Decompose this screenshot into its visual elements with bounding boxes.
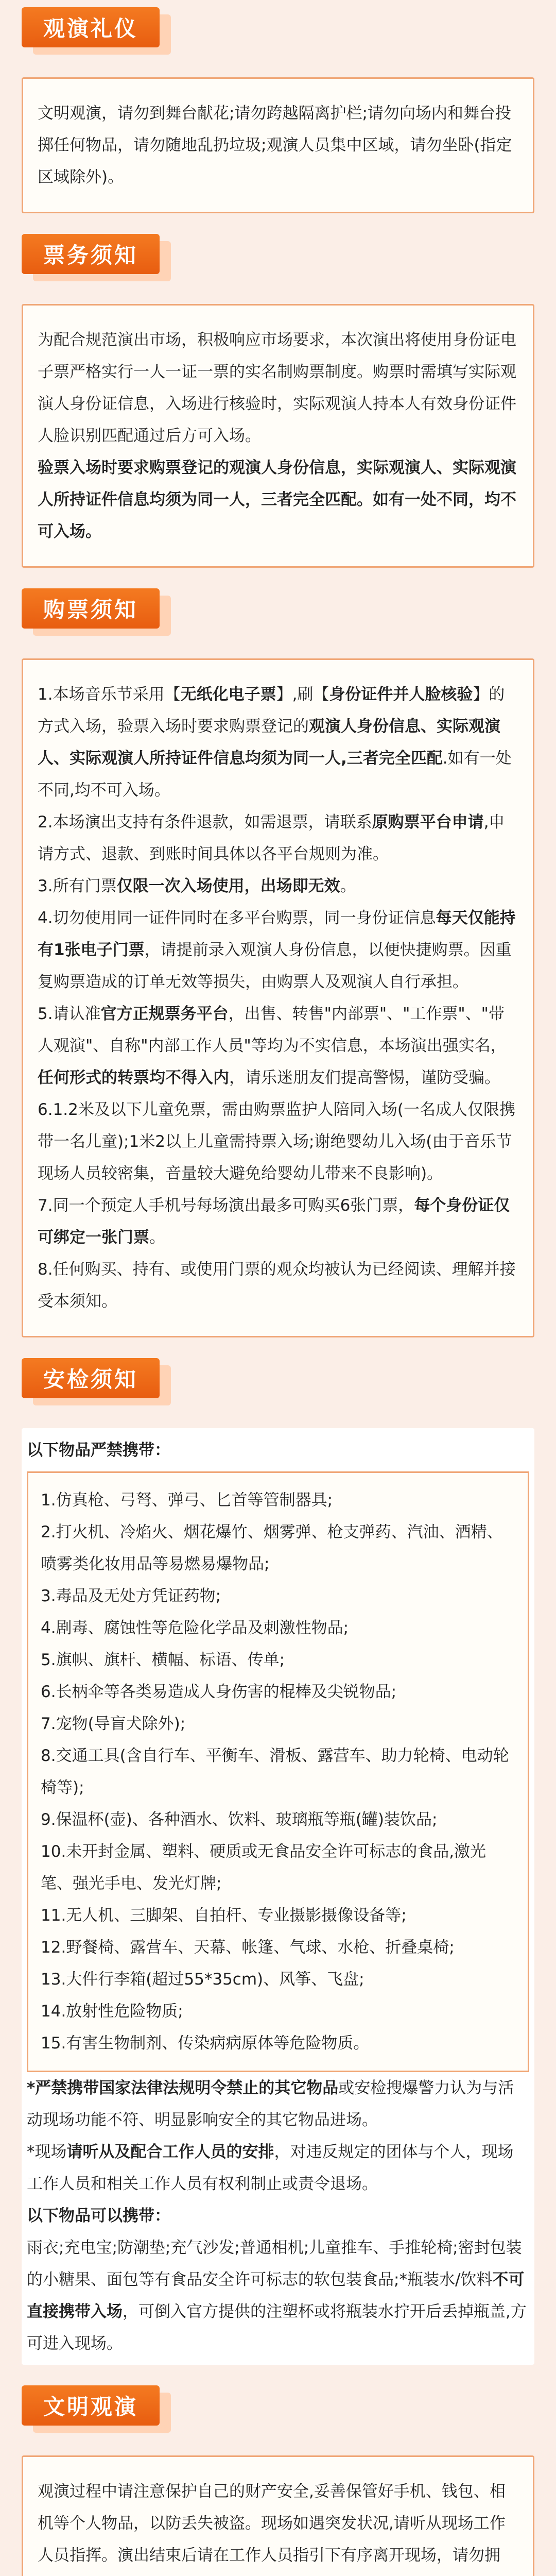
purchase-item <box>38 870 518 902</box>
civil-watch-box <box>22 2455 534 2576</box>
allowed-text-b: ，可倒入官方提供的注塑杯或将瓶装水拧开后丢掉瓶盖,方可进入现场。 <box>27 2302 527 2353</box>
civil-watch-title: 文明观演 <box>22 2385 160 2426</box>
purchase-item <box>38 679 518 806</box>
allowed-text-a: 雨衣;充电宝;防潮垫;充气沙发;普通相机;儿童推车、手推轮椅;密封包装的小糖果、面包等有食品安全许可标志的软包装食品;*瓶装水/饮料 <box>27 2239 522 2289</box>
allowed-title: 以下物品可以携带： <box>27 2207 170 2225</box>
prohibited-item: 9.保温杯(壶)、各种酒水、饮料、玻璃瓶等瓶(罐)装饮品; <box>41 1810 438 1829</box>
prohibited-item: 13.大件行李箱(超过55*35cm)、风筝、飞盘; <box>41 1970 364 1989</box>
etiquette-box <box>22 77 534 213</box>
prohibited-title: 以下物品严禁携带： <box>27 1441 170 1460</box>
security-note-2 <box>27 2136 529 2200</box>
security-title-row <box>22 1358 534 1410</box>
security-notice-panel <box>22 1428 534 2365</box>
page <box>0 7 556 2576</box>
allowed-text <box>27 2232 529 2360</box>
purchase-item-bold: 观演人身份信息、实际观演人、实际观演人所持证件信息均须为同一人,三者完全匹配 <box>38 717 500 768</box>
security-notice-title: 安检须知 <box>22 1358 160 1398</box>
ticket-notice-bold-text: 验票入场时要求购票登记的观演人身份信息，实际观演人、实际观演人所持证件信息均须为同一人，三者完全匹配。如有一处不同，均不可入场。 <box>38 459 516 541</box>
prohibited-item: 2.打火机、冷焰火、烟花爆竹、烟雾弹、枪支弹药、汽油、酒精、喷雾类化妆用品等易燃易爆物品; <box>41 1523 503 1573</box>
purchase-item <box>38 902 518 998</box>
ticket-notice-title: 票务须知 <box>22 234 160 274</box>
purchase-item-bold: 身份证件并人脸核验 <box>329 685 473 704</box>
ticket-notice-bold <box>38 452 518 548</box>
prohibited-item: 8.交通工具(含自行车、平衡车、滑板、露营车、助力轮椅、电动轮椅等); <box>41 1747 509 1797</box>
purchase-item-bold: 无纸化电子票 <box>180 685 276 704</box>
etiquette-title: 观演礼仪 <box>22 7 160 47</box>
ticket-notice-section <box>0 234 556 568</box>
purchase-item-text: 7.同一个预定人手机号每场演出最多可购买6张门票， <box>38 1196 414 1215</box>
security-note-2-bold: 请听从及配合工作人员的安排 <box>66 2143 274 2161</box>
purchase-item-text: 。 <box>149 1228 165 1247</box>
allowed-text-bold: 不可直接携带入场 <box>27 2270 525 2321</box>
civil-watch-text: 观演过程中请注意保护自己的财产安全,妥善保管好手机、钱包、相机等个人物品，以防丢失被盗。现场如遇突发状况,请听从现场工作人员指挥。演出结束后请在工作人员指引下有序离开现场，请勿拥 <box>38 2482 506 2565</box>
purchase-item-bold: 每天仅能持有1张电子门票 <box>38 909 516 959</box>
security-note-1 <box>27 2072 529 2136</box>
prohibited-item: 14.放射性危险物质; <box>41 2002 183 2021</box>
purchase-item-bold: 任何形式的转票均不得入内 <box>38 1069 229 1087</box>
purchase-item-text: 4.切勿使用同一证件同时在多平台购票，同一身份证信息 <box>38 909 436 927</box>
purchase-item-text: ，出售、转售"内部票"、"工作票"、"带人观演"、自称"内部工作人员"等均为不实信息，本场演出强实名， <box>38 1005 507 1055</box>
etiquette-title-row <box>22 7 534 59</box>
security-notice-section <box>0 1358 556 2365</box>
purchase-notice-title: 购票须知 <box>22 588 160 629</box>
etiquette-section <box>0 7 556 213</box>
purchase-item-text: ，请乐迷朋友们提高警惕，谨防受骗。 <box>229 1069 500 1087</box>
civil-watch-section <box>0 2385 556 2576</box>
prohibited-item: 12.野餐椅、露营车、天幕、帐篷、气球、水枪、折叠桌椅; <box>41 1938 455 1957</box>
ticket-notice-text: 为配合规范演出市场，积极响应市场要求，本次演出将使用身份证电子票严格实行一人一证一票的实名制购票制度。购票时需填写实际观演人身份证信息，入场进行核验时，实际观演人持本人有效身份证件人脸识别匹配通过后方可入场。 <box>38 331 516 445</box>
purchase-item <box>38 1253 518 1317</box>
purchase-item-text: 。 <box>340 877 356 895</box>
purchase-item <box>38 806 518 870</box>
prohibited-item: 11.无人机、三脚架、自拍杆、专业摄影摄像设备等; <box>41 1906 407 1925</box>
purchase-item-text: 1.本场音乐节采用【 <box>38 685 181 704</box>
prohibited-item: 1.仿真枪、弓弩、弹弓、匕首等管制器具; <box>41 1491 333 1510</box>
prohibited-item: 4.剧毒、腐蚀性等危险化学品及刺激性物品; <box>41 1619 349 1637</box>
purchase-item-text: 5.请认准 <box>38 1005 101 1023</box>
security-note-2-a: *现场 <box>27 2143 67 2161</box>
prohibited-list-box <box>27 1471 529 2072</box>
prohibited-item: 5.旗帜、旗杆、横幅、标语、传单; <box>41 1651 285 1669</box>
purchase-item-text: ，请提前录入观演人身份信息，以便快捷购票。因重复购票造成的订单无效等损失，由购票人及观演人自行承担。 <box>38 941 512 991</box>
purchase-notice-section <box>0 588 556 1337</box>
ticket-title-row <box>22 234 534 285</box>
purchase-item-text: ,申请方式、退款、到账时间具体以各平台规则为准。 <box>38 813 505 863</box>
purchase-notice-box <box>22 658 534 1337</box>
security-note-2-b: ，对违反规定的团体与个人，现场工作人员和相关工作人员有权利制止或责令退场。 <box>27 2143 514 2193</box>
ticket-notice-box <box>22 304 534 568</box>
purchase-item-bold: 原购票平台申请 <box>372 813 484 832</box>
civil-title-row <box>22 2385 534 2437</box>
purchase-item <box>38 1094 518 1190</box>
purchase-item-bold: 每个身份证仅可绑定一张门票 <box>38 1196 510 1247</box>
purchase-item-text: 2.本场演出支持有条件退款，如需退票，请联系 <box>38 813 372 832</box>
purchase-item-bold: 仅限一次入场使用，出场即无效 <box>116 877 340 895</box>
purchase-item-text: 3.所有门票 <box>38 877 117 895</box>
purchase-item-text: 】,刷【 <box>276 685 329 704</box>
purchase-item-bold: 官方正规票务平台 <box>100 1005 229 1023</box>
purchase-item-text: 8.任何购买、持有、或使用门票的观众均被认为已经阅读、理解并接受本须知。 <box>38 1260 516 1311</box>
purchase-title-row <box>22 588 534 640</box>
etiquette-text: 文明观演，请勿到舞台献花;请勿跨越隔离护栏;请勿向场内和舞台投掷任何物品，请勿随地乱扔垃圾;观演人员集中区域，请勿坐卧(指定区域除外)。 <box>38 104 512 187</box>
purchase-item-text: .如有一处不同,均不可入场。 <box>38 749 512 800</box>
purchase-item <box>38 1190 518 1253</box>
prohibited-item: 10.未开封金属、塑料、硬质或无食品安全许可标志的食品,激光笔、强光手电、发光灯牌; <box>41 1842 486 1893</box>
security-note-1-bold: *严禁携带国家法律法规明令禁止的其它物品 <box>27 2079 339 2097</box>
prohibited-item: 15.有害生物制剂、传染病病原体等危险物质。 <box>41 2034 370 2053</box>
prohibited-item: 6.长柄伞等各类易造成人身伤害的棍棒及尖锐物品; <box>41 1683 397 1701</box>
prohibited-item: 3.毒品及无处方凭证药物; <box>41 1587 221 1605</box>
purchase-item <box>38 998 518 1094</box>
security-note-1-rest: 或安检搜爆警力认为与活动现场功能不符、明显影响安全的其它物品进场。 <box>27 2079 514 2129</box>
purchase-item-text: 】的方式入场，验票入场时要求购票登记的 <box>38 685 505 736</box>
purchase-item-text: 6.1.2米及以下儿童免票，需由购票监护人陪同入场(一名成人仅限携带一名儿童);1米2以上儿童需持票入场;谢绝婴幼儿入场(由于音乐节现场人员较密集，音量较大避免给婴幼儿带来不良影响)。 <box>38 1100 515 1183</box>
prohibited-item: 7.宠物(导盲犬除外); <box>41 1715 186 1733</box>
